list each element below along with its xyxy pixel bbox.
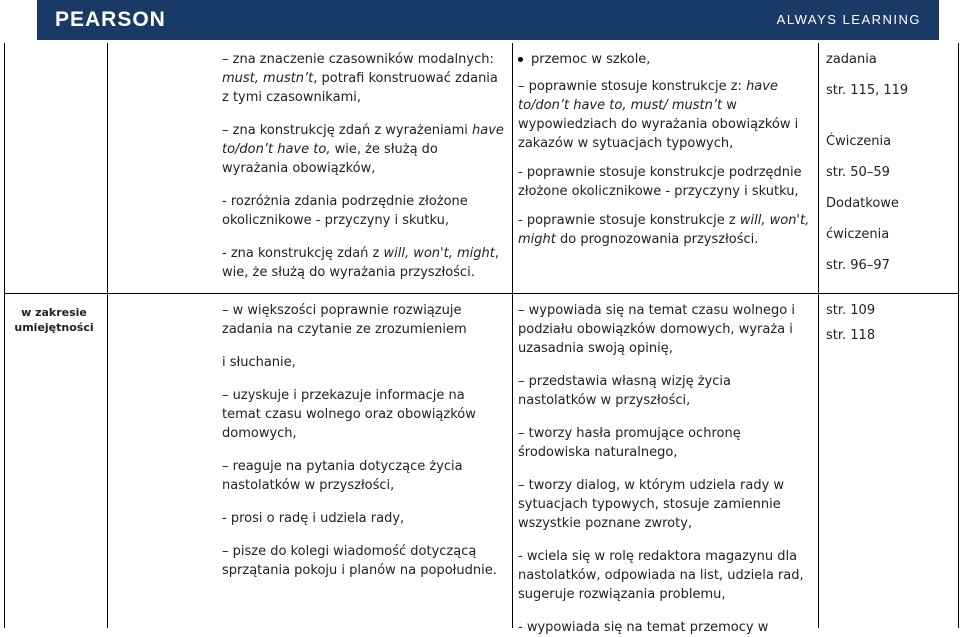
list-item: - poprawnie stosuje konstrukcje podrzędnie złożone okolicznikowe - przyczyny i skutku, <box>518 165 802 199</box>
brand-tagline: ALWAYS LEARNING <box>776 12 921 27</box>
top-mid-cell <box>518 50 812 259</box>
list-item: przemoc w szkole, <box>518 50 812 69</box>
list-item: – zna konstrukcję zdań z wyrażeniami have to/don’t have to, wie, że służą do wyrażania obowiązków, <box>222 123 504 176</box>
ref-text: str. 96–97 <box>826 258 890 273</box>
list-item: – w większości poprawnie rozwiązuje zadania na czytanie ze zrozumieniem <box>222 303 467 337</box>
list-item: – pisze do kolegi wiadomość dotyczącą sprzątania pokoju i planów na popołudnie. <box>222 544 497 578</box>
ref-text: Ćwiczenia <box>826 134 892 149</box>
bullet-icon <box>518 57 523 62</box>
brand-header-bar <box>37 0 939 40</box>
list-item: – uzyskuje i przekazuje informacje na temat czasu wolnego oraz obowiązków domowych, <box>222 388 476 441</box>
list-item: – reaguje na pytania dotyczące życia nastolatków w przyszłości, <box>222 459 463 493</box>
list-item: – poprawnie stosuje konstrukcje z: have to/don’t have to, must/ mustn’t w wypowiedziach do wyrażania obowiązków i zakazów w sytuacjach typowych, <box>518 79 799 151</box>
list-item: – tworzy hasła promujące ochronę środowiska naturalnego, <box>518 426 741 460</box>
list-item: i słuchanie, <box>222 355 296 370</box>
bottom-left-cell <box>222 301 506 580</box>
top-ref-cell <box>826 50 954 287</box>
list-item: - wciela się w rolę redaktora magazynu dla nastolatków, odpowiada na list, udziela rad, sugeruje rozwiązania problemu, <box>518 549 804 602</box>
table-divider-2 <box>512 43 513 628</box>
ref-text: ćwiczenia <box>826 227 890 242</box>
list-item: – wypowiada się na temat czasu wolnego i podziału obowiązków domowych, wyraża i uzasadnia swoją opinię, <box>518 303 795 356</box>
table-divider-1 <box>107 43 108 628</box>
table-border-right <box>958 43 959 628</box>
ref-text: Dodatkowe <box>826 196 899 211</box>
pearson-logo: PEARSON <box>55 8 166 31</box>
ref-text: zadania <box>826 52 877 67</box>
list-item: - zna konstrukcję zdań z will, won't, might, wie, że służą do wyrażania przyszłości. <box>222 246 499 280</box>
curriculum-table <box>0 43 960 635</box>
top-left-cell <box>222 50 506 296</box>
ref-text: str. 115, 119 <box>826 83 909 98</box>
row-label-skills: w zakresie umiejętności <box>14 306 94 334</box>
ref-text: str. 109 <box>826 303 876 318</box>
ref-text: str. 118 <box>826 328 876 343</box>
list-item: – zna znaczenie czasowników modalnych: must, mustn’t, potrafi konstruować zdania z tymi czasownikami, <box>222 52 498 105</box>
ref-text: str. 50–59 <box>826 165 890 180</box>
table-divider-3 <box>818 43 819 628</box>
list-item: – przedstawia własną wizję życia nastolatków w przyszłości, <box>518 374 731 408</box>
table-border-left <box>4 43 5 628</box>
bottom-ref-cell <box>826 301 954 357</box>
list-item: – tworzy dialog, w którym udziela rady w sytuacjach typowych, stosuje zamiennie wszystkie poznane zwroty, <box>518 478 785 531</box>
list-item: - poprawnie stosuje konstrukcje z will, won't, might do prognozowania przyszłości. <box>518 213 810 247</box>
list-item: - wypowiada się na temat przemocy w <box>518 620 769 635</box>
list-item: - prosi o radę i udziela rady, <box>222 511 405 526</box>
list-item: - rozróżnia zdania podrzędnie złożone okolicznikowe - przyczyny i skutku, <box>222 194 468 228</box>
bottom-mid-cell <box>518 301 812 637</box>
